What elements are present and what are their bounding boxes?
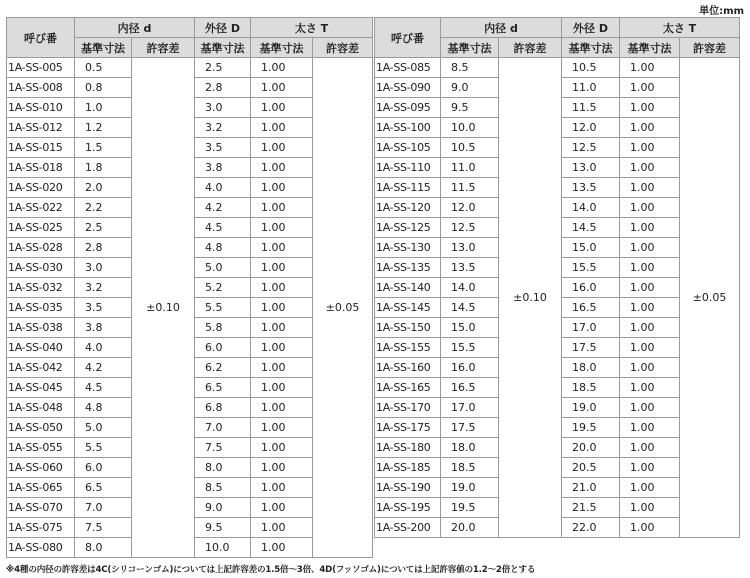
thickness-cell: 1.00 — [620, 178, 680, 198]
outer-diameter-cell: 18.5 — [562, 378, 620, 398]
thickness-cell: 1.00 — [251, 478, 313, 498]
thickness-cell: 1.00 — [620, 438, 680, 458]
thickness-cell: 1.00 — [251, 258, 313, 278]
header-nominal: 基準寸法 — [75, 38, 132, 58]
outer-diameter-cell: 17.0 — [562, 318, 620, 338]
part-number-cell: 1A-SS-050 — [7, 418, 75, 438]
part-number-cell: 1A-SS-150 — [375, 318, 441, 338]
inner-diameter-cell: 7.5 — [75, 518, 132, 538]
inner-diameter-cell: 1.8 — [75, 158, 132, 178]
outer-diameter-cell: 13.5 — [562, 178, 620, 198]
header-name: 呼び番 — [7, 18, 75, 58]
thickness-cell: 1.00 — [620, 78, 680, 98]
outer-diameter-cell: 20.0 — [562, 438, 620, 458]
part-number-cell: 1A-SS-135 — [375, 258, 441, 278]
outer-diameter-cell: 14.5 — [562, 218, 620, 238]
thickness-cell: 1.00 — [251, 198, 313, 218]
part-number-cell: 1A-SS-028 — [7, 238, 75, 258]
part-number-cell: 1A-SS-200 — [375, 518, 441, 538]
thickness-tolerance-cell: ±0.05 — [313, 58, 373, 558]
part-number-cell: 1A-SS-085 — [375, 58, 441, 78]
thickness-cell: 1.00 — [620, 318, 680, 338]
header-inner-diameter: 内径 d — [441, 18, 562, 38]
inner-diameter-cell: 17.5 — [441, 418, 499, 438]
thickness-cell: 1.00 — [620, 238, 680, 258]
inner-tolerance-cell: ±0.10 — [499, 58, 562, 538]
header-thickness: 太さ T — [620, 18, 740, 38]
thickness-cell: 1.00 — [620, 198, 680, 218]
inner-diameter-cell: 7.0 — [75, 498, 132, 518]
inner-diameter-cell: 2.8 — [75, 238, 132, 258]
inner-diameter-cell: 19.5 — [441, 498, 499, 518]
part-number-cell: 1A-SS-100 — [375, 118, 441, 138]
outer-diameter-cell: 10.0 — [195, 538, 251, 558]
thickness-cell: 1.00 — [620, 158, 680, 178]
inner-diameter-cell: 13.5 — [441, 258, 499, 278]
thickness-cell: 1.00 — [251, 158, 313, 178]
outer-diameter-cell: 2.5 — [195, 58, 251, 78]
outer-diameter-cell: 16.0 — [562, 278, 620, 298]
thickness-cell: 1.00 — [251, 238, 313, 258]
header-name: 呼び番 — [375, 18, 441, 58]
part-number-cell: 1A-SS-018 — [7, 158, 75, 178]
inner-diameter-cell: 3.5 — [75, 298, 132, 318]
outer-diameter-cell: 5.0 — [195, 258, 251, 278]
part-number-cell: 1A-SS-095 — [375, 98, 441, 118]
inner-diameter-cell: 10.5 — [441, 138, 499, 158]
inner-diameter-cell: 11.0 — [441, 158, 499, 178]
part-number-cell: 1A-SS-010 — [7, 98, 75, 118]
thickness-cell: 1.00 — [620, 298, 680, 318]
thickness-cell: 1.00 — [620, 518, 680, 538]
thickness-cell: 1.00 — [251, 78, 313, 98]
inner-diameter-cell: 14.5 — [441, 298, 499, 318]
thickness-cell: 1.00 — [620, 118, 680, 138]
part-number-cell: 1A-SS-140 — [375, 278, 441, 298]
part-number-cell: 1A-SS-022 — [7, 198, 75, 218]
thickness-cell: 1.00 — [620, 358, 680, 378]
thickness-cell: 1.00 — [620, 338, 680, 358]
inner-diameter-cell: 4.0 — [75, 338, 132, 358]
table-row — [375, 58, 740, 78]
outer-diameter-cell: 3.5 — [195, 138, 251, 158]
part-number-cell: 1A-SS-180 — [375, 438, 441, 458]
outer-diameter-cell: 3.0 — [195, 98, 251, 118]
inner-diameter-cell: 11.5 — [441, 178, 499, 198]
outer-diameter-cell: 18.0 — [562, 358, 620, 378]
outer-diameter-cell: 9.5 — [195, 518, 251, 538]
header-tolerance: 許容差 — [499, 38, 562, 58]
inner-diameter-cell: 20.0 — [441, 518, 499, 538]
outer-diameter-cell: 15.0 — [562, 238, 620, 258]
outer-diameter-cell: 4.5 — [195, 218, 251, 238]
thickness-cell: 1.00 — [620, 98, 680, 118]
part-number-cell: 1A-SS-060 — [7, 458, 75, 478]
outer-diameter-cell: 5.2 — [195, 278, 251, 298]
inner-diameter-cell: 14.0 — [441, 278, 499, 298]
inner-diameter-cell: 2.0 — [75, 178, 132, 198]
part-number-cell: 1A-SS-035 — [7, 298, 75, 318]
thickness-cell: 1.00 — [620, 478, 680, 498]
inner-diameter-cell: 12.0 — [441, 198, 499, 218]
inner-diameter-cell: 3.0 — [75, 258, 132, 278]
part-number-cell: 1A-SS-042 — [7, 358, 75, 378]
part-number-cell: 1A-SS-185 — [375, 458, 441, 478]
thickness-cell: 1.00 — [620, 458, 680, 478]
thickness-cell: 1.00 — [251, 98, 313, 118]
outer-diameter-cell: 15.5 — [562, 258, 620, 278]
thickness-cell: 1.00 — [251, 138, 313, 158]
part-number-cell: 1A-SS-110 — [375, 158, 441, 178]
part-number-cell: 1A-SS-040 — [7, 338, 75, 358]
inner-diameter-cell: 8.0 — [75, 538, 132, 558]
part-number-cell: 1A-SS-120 — [375, 198, 441, 218]
part-number-cell: 1A-SS-008 — [7, 78, 75, 98]
thickness-cell: 1.00 — [620, 278, 680, 298]
outer-diameter-cell: 11.0 — [562, 78, 620, 98]
thickness-cell: 1.00 — [251, 358, 313, 378]
outer-diameter-cell: 12.0 — [562, 118, 620, 138]
inner-diameter-cell: 17.0 — [441, 398, 499, 418]
outer-diameter-cell: 21.0 — [562, 478, 620, 498]
table-body-left — [7, 58, 373, 558]
inner-diameter-cell: 9.5 — [441, 98, 499, 118]
outer-diameter-cell: 21.5 — [562, 498, 620, 518]
outer-diameter-cell: 22.0 — [562, 518, 620, 538]
outer-diameter-cell: 7.5 — [195, 438, 251, 458]
header-tolerance: 許容差 — [680, 38, 740, 58]
table-row — [7, 58, 373, 78]
thickness-cell: 1.00 — [620, 218, 680, 238]
header-inner-diameter: 内径 d — [75, 18, 195, 38]
thickness-cell: 1.00 — [620, 378, 680, 398]
part-number-cell: 1A-SS-012 — [7, 118, 75, 138]
outer-diameter-cell: 19.0 — [562, 398, 620, 418]
inner-tolerance-cell: ±0.10 — [132, 58, 195, 558]
inner-diameter-cell: 16.0 — [441, 358, 499, 378]
inner-diameter-cell: 8.5 — [441, 58, 499, 78]
thickness-cell: 1.00 — [251, 178, 313, 198]
outer-diameter-cell: 2.8 — [195, 78, 251, 98]
outer-diameter-cell: 16.5 — [562, 298, 620, 318]
thickness-cell: 1.00 — [251, 278, 313, 298]
thickness-cell: 1.00 — [620, 498, 680, 518]
outer-diameter-cell: 9.0 — [195, 498, 251, 518]
outer-diameter-cell: 4.2 — [195, 198, 251, 218]
outer-diameter-cell: 3.2 — [195, 118, 251, 138]
thickness-cell: 1.00 — [620, 138, 680, 158]
footnote: ※4種の内径の許容差は4C(シリコーンゴム)については上記許容差の1.5倍〜3倍、4D(フッソゴム)については上記許容値の1.2〜2倍とする — [6, 565, 536, 575]
header-thickness: 太さ T — [251, 18, 373, 38]
header-outer-diameter: 外径 D — [195, 18, 251, 38]
outer-diameter-cell: 12.5 — [562, 138, 620, 158]
part-number-cell: 1A-SS-005 — [7, 58, 75, 78]
inner-diameter-cell: 4.2 — [75, 358, 132, 378]
header-nominal: 基準寸法 — [195, 38, 251, 58]
thickness-cell: 1.00 — [251, 378, 313, 398]
part-number-cell: 1A-SS-025 — [7, 218, 75, 238]
inner-diameter-cell: 5.5 — [75, 438, 132, 458]
thickness-cell: 1.00 — [251, 118, 313, 138]
thickness-cell: 1.00 — [251, 318, 313, 338]
outer-diameter-cell: 20.5 — [562, 458, 620, 478]
inner-diameter-cell: 5.0 — [75, 418, 132, 438]
inner-diameter-cell: 6.0 — [75, 458, 132, 478]
outer-diameter-cell: 17.5 — [562, 338, 620, 358]
inner-diameter-cell: 18.5 — [441, 458, 499, 478]
thickness-cell: 1.00 — [251, 438, 313, 458]
header-tolerance: 許容差 — [313, 38, 373, 58]
outer-diameter-cell: 7.0 — [195, 418, 251, 438]
part-number-cell: 1A-SS-020 — [7, 178, 75, 198]
header-nominal: 基準寸法 — [441, 38, 499, 58]
part-number-cell: 1A-SS-065 — [7, 478, 75, 498]
inner-diameter-cell: 16.5 — [441, 378, 499, 398]
thickness-cell: 1.00 — [620, 398, 680, 418]
inner-diameter-cell: 2.5 — [75, 218, 132, 238]
inner-diameter-cell: 12.5 — [441, 218, 499, 238]
outer-diameter-cell: 6.0 — [195, 338, 251, 358]
part-number-cell: 1A-SS-045 — [7, 378, 75, 398]
thickness-cell: 1.00 — [251, 538, 313, 558]
outer-diameter-cell: 8.5 — [195, 478, 251, 498]
inner-diameter-cell: 2.2 — [75, 198, 132, 218]
inner-diameter-cell: 10.0 — [441, 118, 499, 138]
inner-diameter-cell: 3.8 — [75, 318, 132, 338]
thickness-cell: 1.00 — [251, 58, 313, 78]
part-number-cell: 1A-SS-160 — [375, 358, 441, 378]
outer-diameter-cell: 6.2 — [195, 358, 251, 378]
outer-diameter-cell: 19.5 — [562, 418, 620, 438]
part-number-cell: 1A-SS-055 — [7, 438, 75, 458]
thickness-cell: 1.00 — [251, 218, 313, 238]
thickness-cell: 1.00 — [251, 398, 313, 418]
outer-diameter-cell: 3.8 — [195, 158, 251, 178]
inner-diameter-cell: 6.5 — [75, 478, 132, 498]
thickness-cell: 1.00 — [620, 58, 680, 78]
part-number-cell: 1A-SS-115 — [375, 178, 441, 198]
part-number-cell: 1A-SS-165 — [375, 378, 441, 398]
part-number-cell: 1A-SS-030 — [7, 258, 75, 278]
dimension-table-right — [374, 17, 740, 538]
part-number-cell: 1A-SS-038 — [7, 318, 75, 338]
inner-diameter-cell: 3.2 — [75, 278, 132, 298]
part-number-cell: 1A-SS-048 — [7, 398, 75, 418]
inner-diameter-cell: 1.0 — [75, 98, 132, 118]
outer-diameter-cell: 5.8 — [195, 318, 251, 338]
header-nominal: 基準寸法 — [620, 38, 680, 58]
table-body-right — [375, 58, 740, 538]
inner-diameter-cell: 1.2 — [75, 118, 132, 138]
thickness-cell: 1.00 — [251, 498, 313, 518]
thickness-cell: 1.00 — [251, 458, 313, 478]
thickness-cell: 1.00 — [251, 338, 313, 358]
part-number-cell: 1A-SS-155 — [375, 338, 441, 358]
part-number-cell: 1A-SS-190 — [375, 478, 441, 498]
inner-diameter-cell: 13.0 — [441, 238, 499, 258]
outer-diameter-cell: 4.8 — [195, 238, 251, 258]
thickness-cell: 1.00 — [251, 418, 313, 438]
part-number-cell: 1A-SS-080 — [7, 538, 75, 558]
outer-diameter-cell: 13.0 — [562, 158, 620, 178]
inner-diameter-cell: 15.0 — [441, 318, 499, 338]
dimension-table-left — [6, 17, 373, 558]
inner-diameter-cell: 4.8 — [75, 398, 132, 418]
header-nominal: 基準寸法 — [562, 38, 620, 58]
part-number-cell: 1A-SS-170 — [375, 398, 441, 418]
thickness-cell: 1.00 — [620, 418, 680, 438]
inner-diameter-cell: 9.0 — [441, 78, 499, 98]
thickness-cell: 1.00 — [620, 258, 680, 278]
part-number-cell: 1A-SS-070 — [7, 498, 75, 518]
unit-label: 単位:mm — [699, 6, 744, 17]
header-outer-diameter: 外径 D — [562, 18, 620, 38]
inner-diameter-cell: 19.0 — [441, 478, 499, 498]
part-number-cell: 1A-SS-130 — [375, 238, 441, 258]
thickness-cell: 1.00 — [251, 518, 313, 538]
outer-diameter-cell: 14.0 — [562, 198, 620, 218]
inner-diameter-cell: 4.5 — [75, 378, 132, 398]
outer-diameter-cell: 4.0 — [195, 178, 251, 198]
header-tolerance: 許容差 — [132, 38, 195, 58]
part-number-cell: 1A-SS-145 — [375, 298, 441, 318]
part-number-cell: 1A-SS-125 — [375, 218, 441, 238]
inner-diameter-cell: 0.8 — [75, 78, 132, 98]
inner-diameter-cell: 0.5 — [75, 58, 132, 78]
inner-diameter-cell: 18.0 — [441, 438, 499, 458]
inner-diameter-cell: 15.5 — [441, 338, 499, 358]
part-number-cell: 1A-SS-015 — [7, 138, 75, 158]
part-number-cell: 1A-SS-195 — [375, 498, 441, 518]
thickness-tolerance-cell: ±0.05 — [680, 58, 740, 538]
part-number-cell: 1A-SS-105 — [375, 138, 441, 158]
part-number-cell: 1A-SS-075 — [7, 518, 75, 538]
outer-diameter-cell: 10.5 — [562, 58, 620, 78]
inner-diameter-cell: 1.5 — [75, 138, 132, 158]
outer-diameter-cell: 6.5 — [195, 378, 251, 398]
header-nominal: 基準寸法 — [251, 38, 313, 58]
outer-diameter-cell: 5.5 — [195, 298, 251, 318]
outer-diameter-cell: 6.8 — [195, 398, 251, 418]
part-number-cell: 1A-SS-175 — [375, 418, 441, 438]
thickness-cell: 1.00 — [251, 298, 313, 318]
part-number-cell: 1A-SS-090 — [375, 78, 441, 98]
part-number-cell: 1A-SS-032 — [7, 278, 75, 298]
outer-diameter-cell: 11.5 — [562, 98, 620, 118]
outer-diameter-cell: 8.0 — [195, 458, 251, 478]
